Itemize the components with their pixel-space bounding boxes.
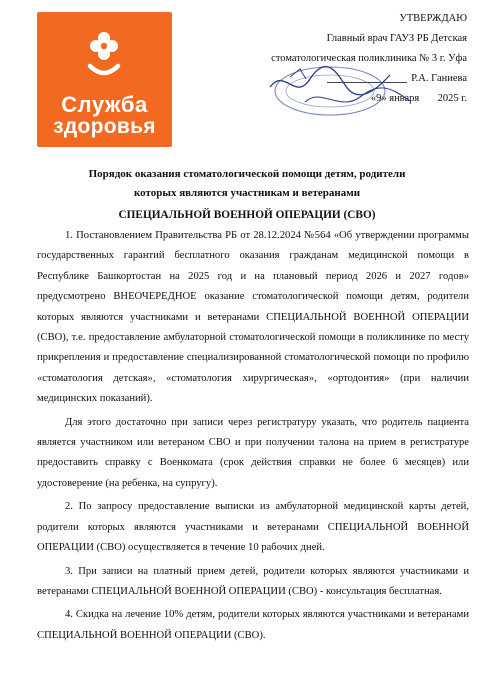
sluzhba-zdorovya-logo — [37, 12, 172, 147]
signature-stamp — [250, 57, 420, 131]
paragraph-3: 3. При записи на платный прием детей, родители которых являются участниками и ветеранами СПЕЦИАЛЬНОЙ ВОЕННОЙ ОПЕРАЦИИ (СВО) - консультация бесплатная. — [37, 565, 469, 597]
signer-name: Р.А. Ганиева — [411, 73, 467, 84]
paragraph-1: 1. Постановлением Правительства РБ от 28.12.2024 №564 «Об утверждении программы государственных гарантий бесплатного оказания гражданам медицинской помощи в Республике Башкортостан на 2025 год и на плановый период 2026 и 2027 годов» предусмотрено ВНЕОЧЕРЕДНОЕ оказание стоматологической помощи детям, родители которых являются участниками и ветеранами СПЕЦИАЛЬНОЙ ВОЕННОЙ ОПЕРАЦИИ (СВО), т.е. предоставление амбулаторной стоматологической помощи в поликлинике по месту прикрепления и предоставление специализированной стоматологической помощи по профилю «стоматология детская», «стоматология хирургическая», «ортодонтия» (при наличии медицинских показаний). — [37, 230, 469, 405]
document-title-line3: СПЕЦИАЛЬНОЙ ВОЕННОЙ ОПЕРАЦИИ (СВО) — [118, 209, 376, 221]
paragraph-registry: Для этого достаточно при записи через регистратуру указать, что родитель пациента является участником или ветераном СВО и при получении талона на прием в регистратуре предоставить справку с Военкомата (срок действия справки не более 6 месяцев) или удостоверение (на ребенка, на супругу). — [37, 416, 469, 489]
document-title-line2: которых являются участникам и ветеранами — [133, 187, 361, 199]
document-body — [37, 226, 469, 646]
approval-position: Главный врач ГАУЗ РБ Детская — [326, 33, 467, 44]
paragraph-2: 2. По запросу предоставление выписки из амбулаторной медицинской карты детей, родители которых являются участниками и ветеранами СПЕЦИАЛЬНОЙ ВОЕННОЙ ОПЕРАЦИИ (СВО) осуществляется в течение 10 рабочих дней. — [37, 501, 469, 554]
approval-date: «9» января 2025 г. — [370, 93, 467, 104]
date-month: января — [389, 93, 420, 104]
date-day: 9 — [376, 93, 382, 104]
date-year: 2025 г. — [437, 93, 467, 104]
logo-text-line2: здоровья — [53, 115, 156, 138]
approval-heading: УТВЕРЖДАЮ — [399, 13, 467, 24]
approval-organization: стоматологическая поликлиника № 3 г. Уфа — [271, 53, 467, 64]
logo-text-line1: Служба — [61, 92, 148, 117]
flower-smile-icon — [86, 30, 122, 84]
document-title-line1: Порядок оказания стоматологической помощи детям, родители — [88, 168, 406, 180]
paragraph-4: 4. Скидка на лечение 10% детям, родители которых являются участниками и ветеранами СПЕЦИАЛЬНОЙ ВОЕННОЙ ОПЕРАЦИИ (СВО). — [37, 609, 469, 641]
